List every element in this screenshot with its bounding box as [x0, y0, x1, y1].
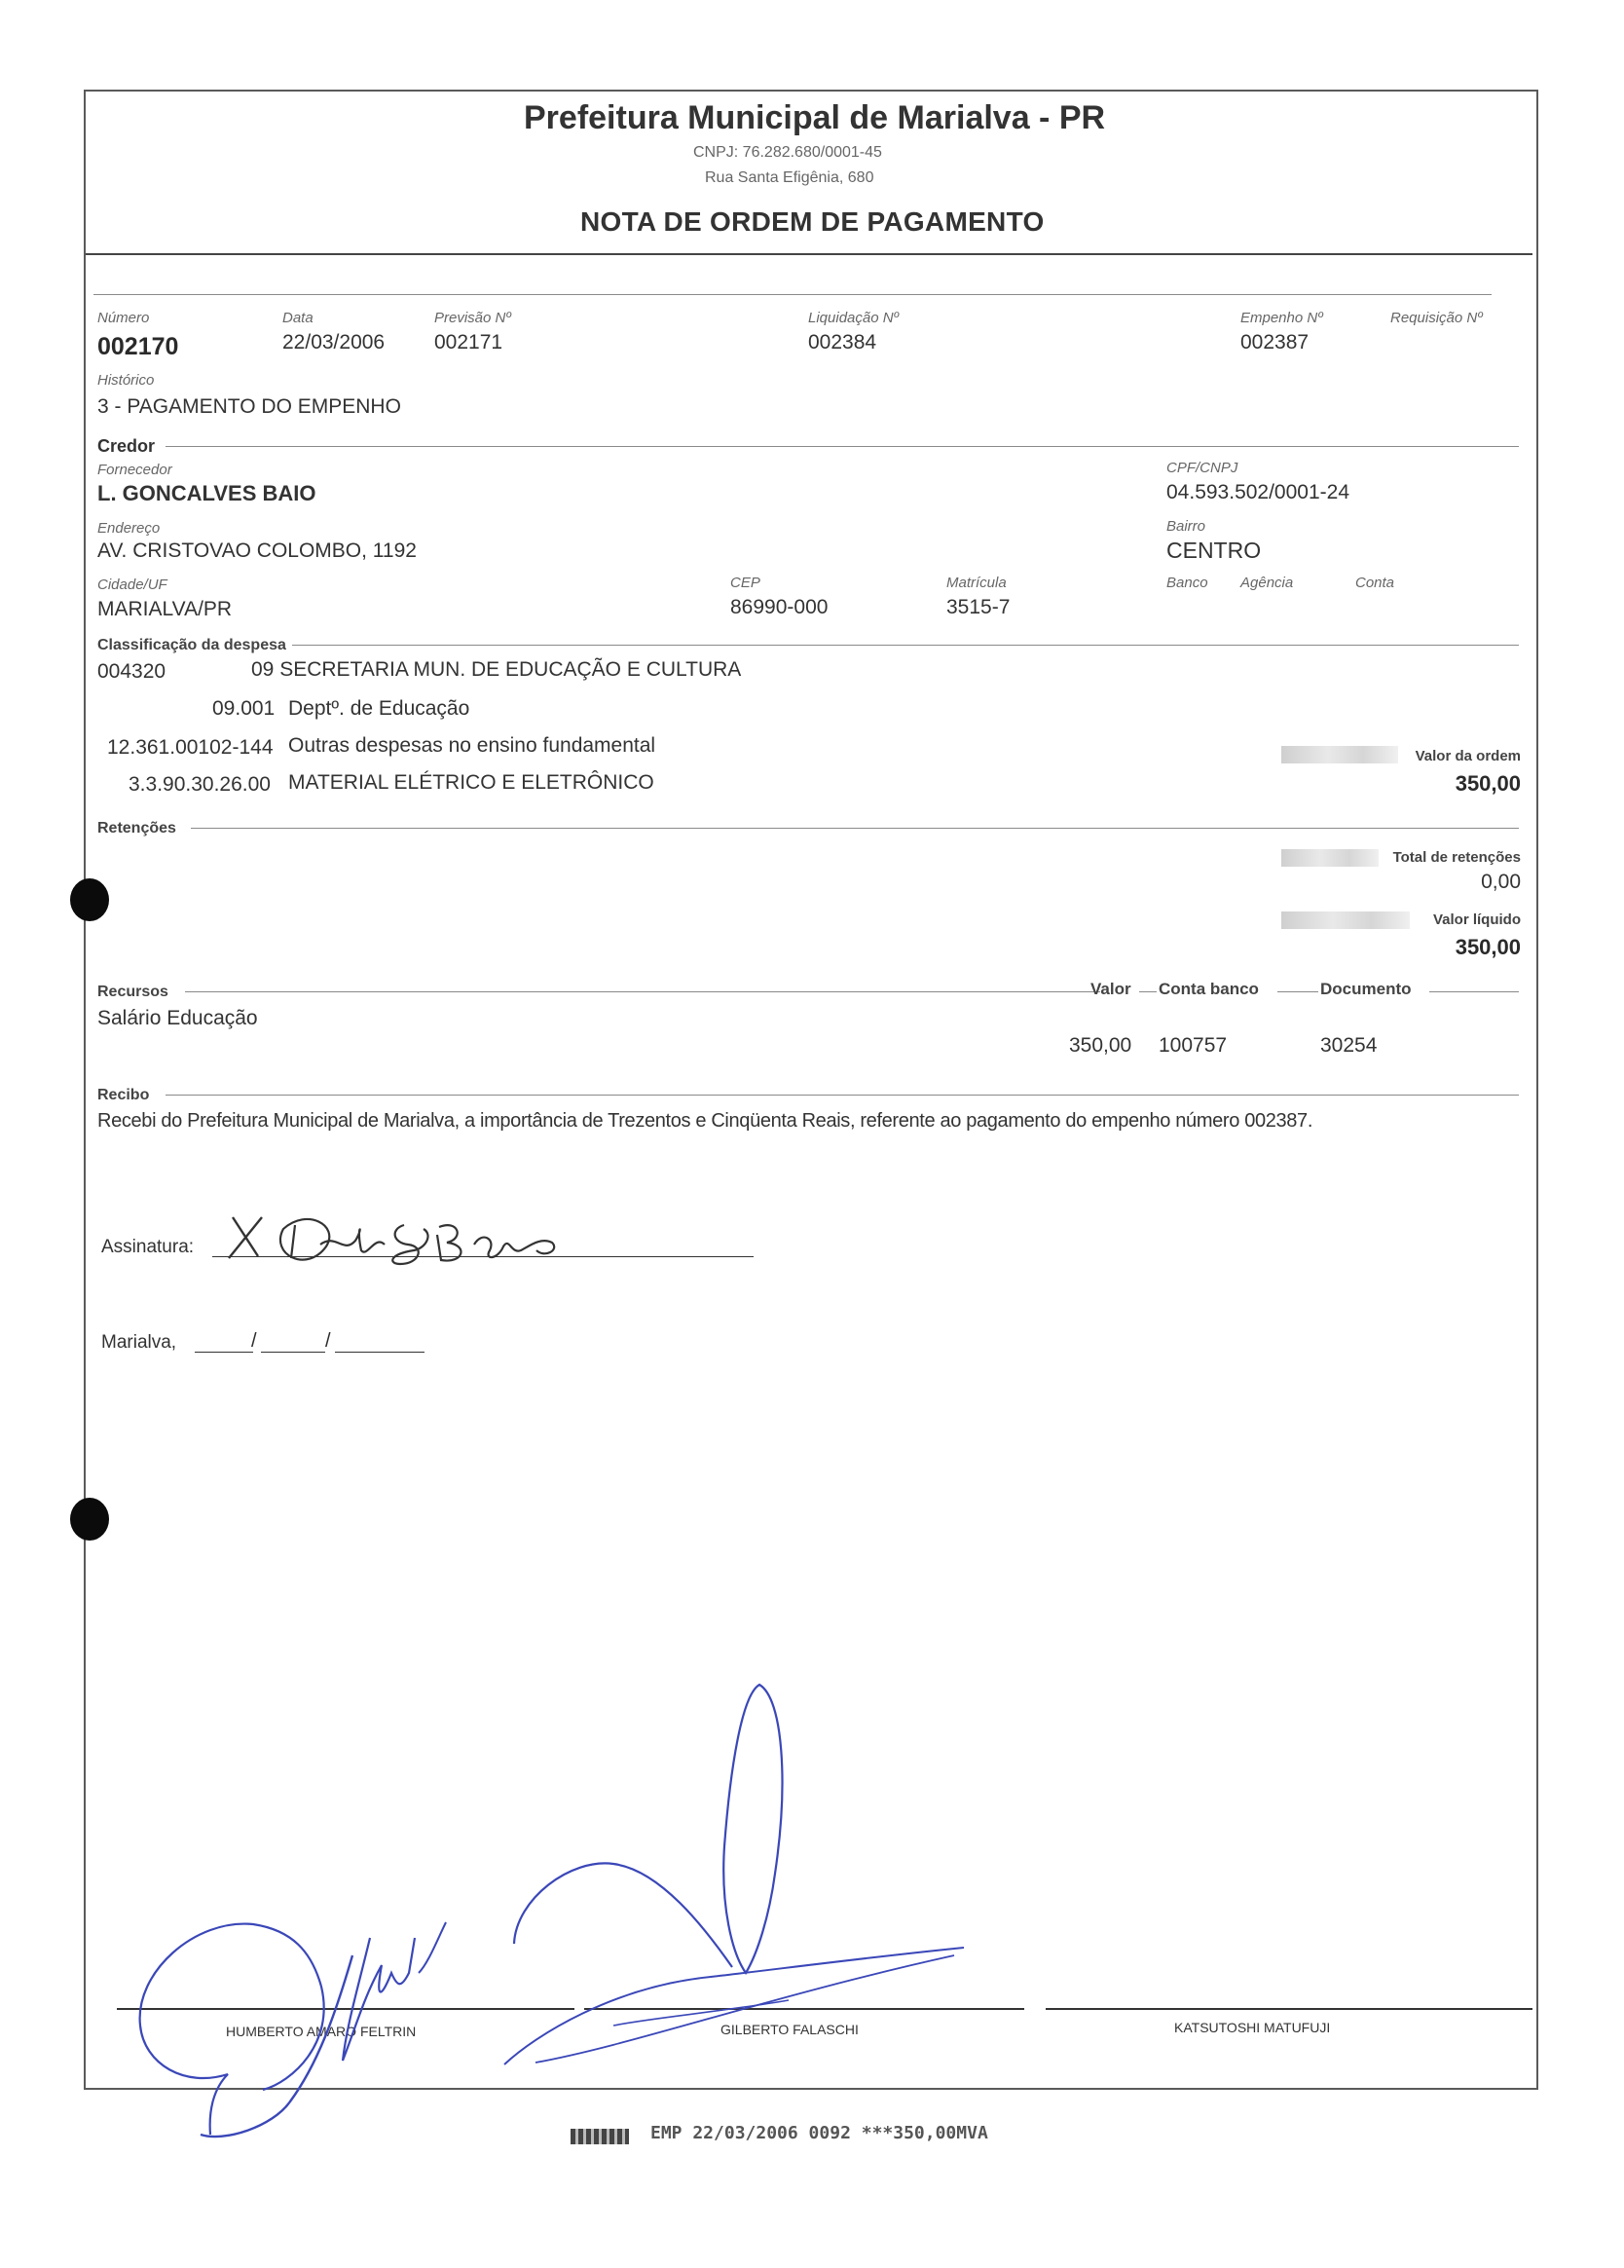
- cidade-value: MARIALVA/PR: [97, 598, 233, 620]
- classificacao-section-title: Classificação da despesa: [97, 637, 286, 653]
- classificacao-divider: [292, 645, 1519, 646]
- recursos-documento-label: Documento: [1320, 980, 1412, 998]
- fornecedor-label: Fornecedor: [97, 462, 172, 478]
- payment-stamp: EMP 22/03/2006 0092 ***350,00MVA: [650, 2123, 988, 2143]
- recibo-section-title: Recibo: [97, 1087, 150, 1103]
- cep-label: CEP: [730, 575, 760, 591]
- previsao-value: 002171: [434, 331, 503, 353]
- class-row-3-desc: Outras despesas no ensino fundamental: [288, 734, 656, 757]
- date-line-day: [195, 1352, 253, 1353]
- header-address: Rua Santa Efigênia, 680: [705, 169, 874, 186]
- date-slash-2: /: [325, 1330, 331, 1352]
- total-retencoes-shading: [1281, 849, 1379, 867]
- local-label: Marialva,: [101, 1332, 177, 1353]
- data-label: Data: [282, 310, 314, 326]
- recursos-valor: 350,00: [1069, 1034, 1132, 1057]
- agencia-label: Agência: [1240, 575, 1294, 591]
- signature-name-2: GILBERTO FALASCHI: [720, 2022, 859, 2037]
- punch-hole-bottom: [70, 1498, 109, 1541]
- handwritten-signature-1: [127, 1879, 497, 2162]
- liquidacao-value: 002384: [808, 331, 877, 353]
- header-title: Prefeitura Municipal de Marialva - PR: [524, 99, 1106, 136]
- valor-ordem-label: Valor da ordem: [1415, 748, 1521, 764]
- class-row-3-code: 12.361.00102-144: [107, 736, 274, 759]
- liquidacao-label: Liquidação Nº: [808, 310, 900, 326]
- banco-label: Banco: [1166, 575, 1208, 591]
- recursos-conta-label: Conta banco: [1159, 980, 1259, 998]
- header-divider: [86, 253, 1532, 255]
- date-line-month: [261, 1352, 325, 1353]
- requisicao-label: Requisição Nº: [1390, 310, 1483, 326]
- recipient-signature: [219, 1196, 589, 1283]
- cpf-value: 04.593.502/0001-24: [1166, 481, 1350, 503]
- endereco-value: AV. CRISTOVAO COLOMBO, 1192: [97, 539, 417, 562]
- conta-label: Conta: [1355, 575, 1395, 591]
- recursos-conta: 100757: [1159, 1034, 1228, 1057]
- valor-ordem-value: 350,00: [1455, 771, 1521, 796]
- header-divider-2: [93, 294, 1492, 295]
- handwritten-signature-2: [497, 1675, 1003, 2084]
- retencoes-divider: [191, 828, 1519, 829]
- retencoes-section-title: Retenções: [97, 820, 176, 837]
- recursos-divider-2: [1139, 991, 1157, 992]
- fornecedor-value: L. GONCALVES BAIO: [97, 481, 316, 505]
- cep-value: 86990-000: [730, 596, 829, 618]
- bairro-label: Bairro: [1166, 518, 1206, 535]
- numero-label: Número: [97, 310, 150, 326]
- data-value: 22/03/2006: [282, 331, 386, 353]
- recursos-section-title: Recursos: [97, 984, 168, 1000]
- recursos-fonte: Salário Educação: [97, 1007, 258, 1029]
- previsao-label: Previsão Nº: [434, 310, 511, 326]
- credor-section-title: Credor: [97, 436, 156, 456]
- class-row-4-desc: MATERIAL ELÉTRICO E ELETRÔNICO: [288, 771, 654, 794]
- empenho-label: Empenho Nº: [1240, 310, 1323, 326]
- class-row-2-code: 09.001: [212, 697, 276, 720]
- recursos-documento: 30254: [1320, 1034, 1378, 1057]
- historico-value: 3 - PAGAMENTO DO EMPENHO: [97, 395, 401, 418]
- valor-liquido-label: Valor líquido: [1432, 911, 1521, 928]
- class-row-1-code: 004320: [97, 660, 166, 683]
- punch-hole-top: [70, 878, 109, 921]
- date-slash-1: /: [251, 1330, 257, 1352]
- numero-value: 002170: [97, 333, 179, 360]
- credor-divider: [166, 446, 1519, 447]
- date-line-year: [335, 1352, 424, 1353]
- recursos-divider: [185, 991, 1100, 992]
- assinatura-label: Assinatura:: [101, 1237, 195, 1257]
- total-retencoes-value: 0,00: [1481, 871, 1521, 893]
- empenho-value: 002387: [1240, 331, 1310, 353]
- matricula-value: 3515-7: [946, 596, 1011, 618]
- class-row-4-code: 3.3.90.30.26.00: [129, 773, 271, 796]
- stamp-logo-icon: [571, 2129, 629, 2144]
- class-row-2-desc: Deptº. de Educação: [288, 697, 470, 720]
- class-row-1-desc: 09 SECRETARIA MUN. DE EDUCAÇÃO E CULTURA: [251, 658, 742, 681]
- signature-line-3: [1046, 2008, 1532, 2010]
- recibo-text: Recebi do Prefeitura Municipal de Marialva, a importância de Trezentos e Cinqüenta Reais, referente ao pagamento do empenho número 002387.: [97, 1110, 1313, 1132]
- recibo-divider: [166, 1095, 1519, 1096]
- header-cnpj: CNPJ: 76.282.680/0001-45: [693, 144, 882, 161]
- valor-liquido-shading: [1281, 911, 1410, 929]
- cpf-label: CPF/CNPJ: [1166, 460, 1238, 476]
- historico-label: Histórico: [97, 372, 155, 389]
- signature-name-3: KATSUTOSHI MATUFUJI: [1174, 2020, 1331, 2035]
- total-retencoes-label: Total de retenções: [1392, 849, 1521, 866]
- recursos-valor-label: Valor: [1090, 980, 1131, 998]
- matricula-label: Matrícula: [946, 575, 1007, 591]
- valor-ordem-shading: [1281, 746, 1398, 763]
- valor-liquido-value: 350,00: [1455, 935, 1521, 959]
- recursos-divider-3: [1277, 991, 1318, 992]
- bairro-value: CENTRO: [1166, 538, 1262, 563]
- cidade-label: Cidade/UF: [97, 576, 167, 593]
- recursos-divider-4: [1429, 991, 1519, 992]
- endereco-label: Endereço: [97, 520, 161, 537]
- document-title: NOTA DE ORDEM DE PAGAMENTO: [580, 206, 1045, 237]
- signature-name-1: HUMBERTO AMARO FELTRIN: [226, 2024, 417, 2039]
